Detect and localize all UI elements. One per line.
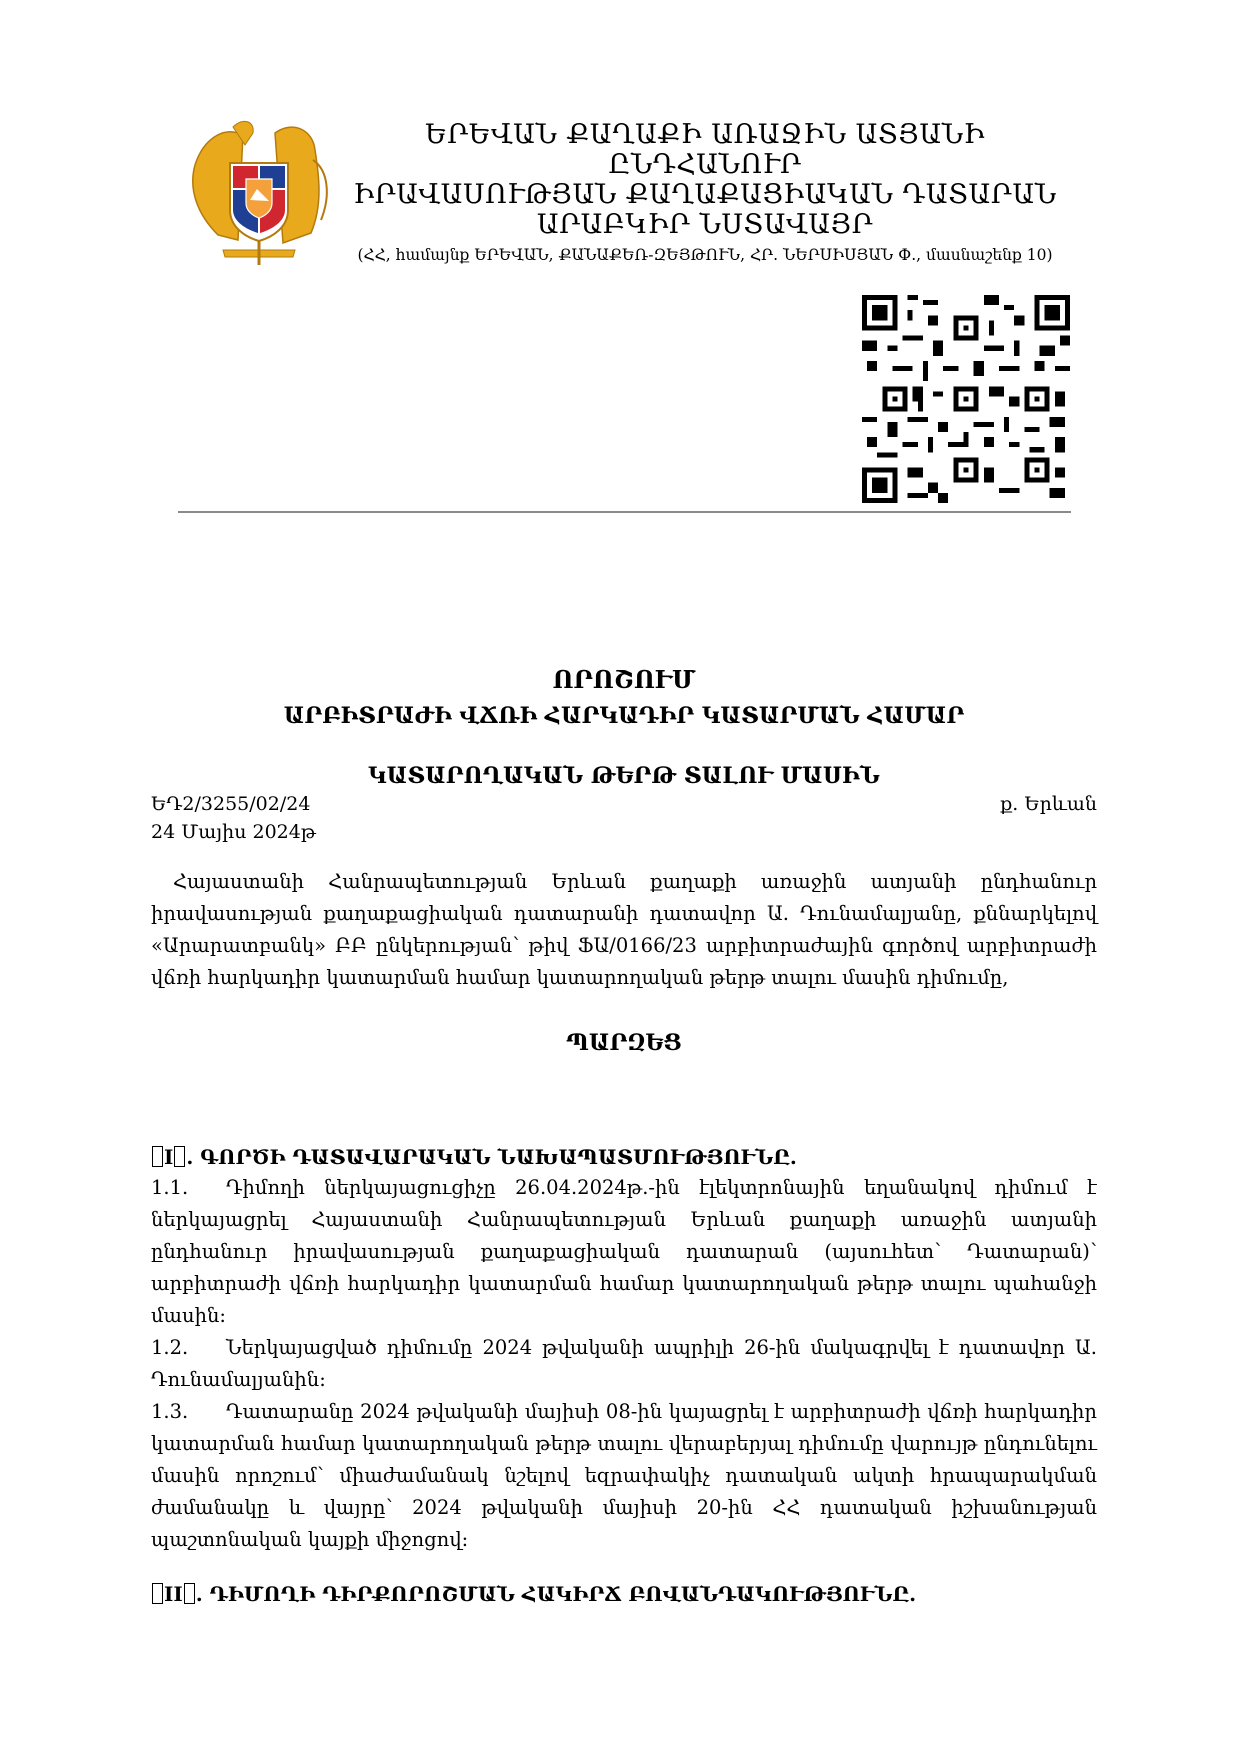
qr-code-icon[interactable] (862, 295, 1070, 503)
case-number: ԵԴ2/3255/02/24 (151, 793, 311, 815)
decision-date: 24 Մայիս 2024թ (151, 821, 316, 843)
court-address: (ՀՀ, համայնք ԵՐԵՎԱՆ, ՔԱՆԱՔԵՌ-ԶԵՅԹՈՒՆ, ՀՐ. ՆԵՐՍԻՍՅԱՆ Փ., մասնաշենք 10) (357, 246, 1053, 264)
missing-glyph-icon (152, 1146, 163, 1167)
item-number: 1.3. (151, 1400, 189, 1423)
item-number: 1.1. (151, 1176, 189, 1199)
item-text: Դիմողի ներկայացուցիչը 26.04.2024թ.-ին էլեկտրոնային եղանակով դիմում է ներկայացրել Հայաստանի Հանրապետության Երևան քաղաքի առաջին ատյանի ընդհանուր իրավասության քաղաքացիական դատարան (այսուհետ՝ Դատարան)՝ արբիտրաժի վճռի հարկադիր կատարման համար կատարողական թերթ տալու պահանջի մասին: (151, 1176, 1097, 1327)
item-text: Դատարանը 2024 թվականի մայիսի 08-ին կայացրել է արբիտրաժի վճռի հարկադիր կատարման համար կատարողական թերթ տալու վերաբերյալ դիմումը վարույթ ընդունելու մասին որոշում՝ միաժամանակ նշելով եզրափակիչ դատական ակտի հրապարակման ժամանակը և վայրը՝ 2024 թվականի մայիսի 20-ին ՀՀ դատական իշխանության պաշտոնական կայքի միջոցով: (151, 1400, 1097, 1551)
missing-glyph-icon (174, 1146, 185, 1167)
decision-subtitle: ԱՐԲԻՏՐԱԺԻ ՎՃՌԻ ՀԱՐԿԱԴԻՐ ԿԱՏԱՐՄԱՆ ՀԱՄԱՐ (283, 703, 965, 729)
section-title: . ԴԻՄՈՂԻ ԴԻՐՔՈՐՈՇՄԱՆ ՀԱԿԻՐՃ ԲՈՎԱՆԴԱԿՈՒԹՅՈՒՆԸ. (195, 1582, 917, 1606)
section-heading-2: II . ԴԻՄՈՂԻ ԴԻՐՔՈՐՈՇՄԱՆ ՀԱԿԻՐՃ ԲՈՎԱՆԴԱԿՈՒԹՅՈՒՆԸ. (151, 1579, 916, 1609)
decided-heading: ՊԱՐԶԵՑ (566, 1030, 682, 1056)
intro-paragraph: Հայաստանի Հանրապետության Երևան քաղաքի առաջին ատյանի ընդհանուր իրավասության քաղաքացիական դատարանի դատավոր Ա. Դունամալյանը, քննարկելով «Արարատբանկ» ԲԲ ընկերության՝ թիվ ՖԱ/0166/23 արբիտրաժային գործով արբիտրաժի վճռի հարկադիր կատարման համար կատարողական թերթ տալու մասին դիմումը, (151, 870, 1097, 989)
court-name-line-1: ԵՐԵՎԱՆ ՔԱՂԱՔԻ ԱՌԱՋԻՆ ԱՏՅԱՆԻ ԸՆԴՀԱՆՈՒՐ (425, 119, 985, 180)
decision-title: ՈՐՈՇՈՒՄ (552, 665, 696, 694)
list-item (151, 1172, 1097, 1332)
section-1-items (151, 1172, 1097, 1556)
decision-subtitle-2: ԿԱՏԱՐՈՂԱԿԱՆ ԹԵՐԹ ՏԱԼՈՒ ՄԱՍԻՆ (368, 763, 880, 789)
court-name-line-2: ԻՐԱՎԱՍՈՒԹՅԱՆ ՔԱՂԱՔԱՑԻԱԿԱՆ ԴԱՏԱՐԱՆ (353, 179, 1057, 210)
court-header (340, 120, 1070, 265)
court-branch: ԱՐԱԲԿԻՐ ՆՍՏԱՎԱՅՐ (536, 209, 874, 240)
item-text: Ներկայացված դիմումը 2024 թվականի ապրիլի 26-ին մակագրվել է դատավոր Ա. Դունամալյանին: (151, 1336, 1097, 1391)
missing-glyph-icon (152, 1583, 163, 1604)
armenia-coat-of-arms-icon (183, 115, 335, 271)
case-meta (151, 790, 1097, 846)
city: ք. Երևան (1000, 793, 1097, 815)
list-item (151, 1396, 1097, 1556)
missing-glyph-icon (184, 1583, 195, 1604)
section-heading-1: I . ԳՈՐԾԻ ԴԱՏԱՎԱՐԱԿԱՆ ՆԱԽԱՊԱՏՄՈՒԹՅՈՒՆԸ. (151, 1142, 797, 1172)
item-number: 1.2. (151, 1336, 189, 1359)
list-item (151, 1332, 1097, 1396)
header-divider (178, 511, 1071, 513)
section-title: . ԳՈՐԾԻ ԴԱՏԱՎԱՐԱԿԱՆ ՆԱԽԱՊԱՏՄՈՒԹՅՈՒՆԸ. (186, 1145, 797, 1169)
